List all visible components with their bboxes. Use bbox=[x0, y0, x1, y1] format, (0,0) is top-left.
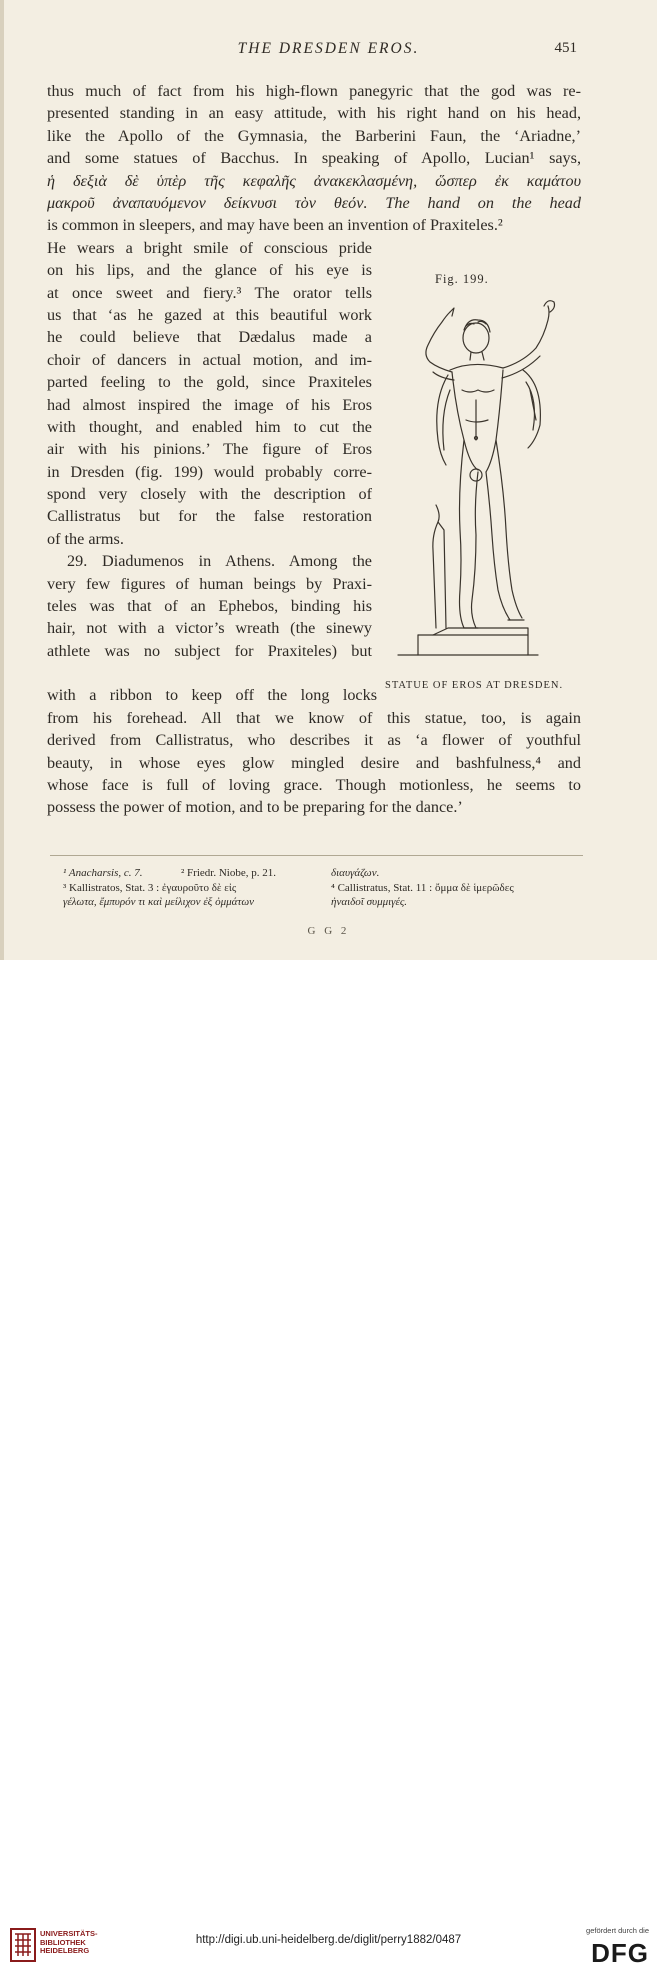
book-page bbox=[0, 0, 657, 960]
body-line: at once sweet and fiery.³ The orator tells bbox=[47, 283, 372, 302]
body-line: hair, not with a victor’s wreath (the sinewy bbox=[47, 619, 372, 638]
running-title: THE DRESDEN EROS. bbox=[237, 40, 420, 57]
signature-mark: G G 2 bbox=[307, 925, 350, 937]
body-line: parted feeling to the gold, since Praxiteles bbox=[47, 373, 372, 392]
footnote-row bbox=[63, 895, 588, 910]
body-line: possess the power of motion, and to be preparing for the dance.’ bbox=[47, 798, 463, 817]
body-line: air with his pinions.’ The figure of Eros bbox=[47, 440, 372, 459]
footnote-1: ¹ Anacharsis, c. 7. bbox=[63, 867, 143, 879]
institution-line: HEIDELBERG bbox=[40, 1946, 90, 1955]
digital-library-footer bbox=[0, 960, 657, 1968]
body-text-bottom bbox=[47, 707, 581, 819]
page-edge bbox=[0, 0, 4, 960]
body-line: like the Apollo of the Gymnasia, the Barberini Faun, the ‘Ariadne,’ bbox=[47, 126, 581, 145]
institution-line: BIBLIOTHEK bbox=[40, 1937, 86, 1947]
body-text-narrow bbox=[47, 237, 372, 662]
body-line: of the arms. bbox=[47, 529, 124, 548]
funding-note: gefördert durch die bbox=[586, 1926, 649, 1935]
body-line: us that ‘as he gazed at this beautiful work bbox=[47, 305, 372, 324]
body-line: derived from Callistratus, who describes it as ‘a flower of youthful bbox=[47, 731, 581, 750]
footnote-4: ⁴ Callistratus, Stat. 11 : ὄμμα δὲ ἱμερῶδες bbox=[331, 881, 514, 894]
body-text-top bbox=[47, 80, 581, 237]
body-line: is common in sleepers, and may have been an invention of Praxiteles.² bbox=[47, 216, 503, 235]
footnote-row bbox=[63, 881, 588, 896]
institution-line: UNIVERSITÄTS- bbox=[40, 1929, 98, 1938]
footnote-greek: διαυγάζων. bbox=[331, 867, 380, 879]
body-line: beauty, in whose eyes glow mingled desire and bashfulness,⁴ and bbox=[47, 753, 581, 772]
body-line: presented standing in an easy attitude, with his right hand on his head, bbox=[47, 104, 581, 123]
greek-quote-line: μακροῦ ἀναπαυόμενον δείκνυσι τὸν θεόν. The hand on the head bbox=[47, 193, 581, 212]
footnote-2: ² Friedr. Niobe, p. 21. bbox=[181, 867, 276, 879]
footnotes bbox=[63, 866, 588, 910]
running-head bbox=[0, 40, 657, 62]
footnote-3: ³ Kallistratos, Stat. 3 : ἐγαυροῦτο δὲ εἰς bbox=[63, 881, 237, 894]
body-line: He wears a bright smile of conscious pride bbox=[47, 238, 372, 257]
eros-statue-illustration bbox=[378, 290, 588, 670]
body-line: teles was that of an Ephebos, binding his bbox=[47, 597, 372, 616]
figure-label: Fig. 199. bbox=[435, 272, 489, 286]
body-line: with thought, and enabled him to cut the bbox=[47, 417, 372, 436]
dfg-logo: DFG bbox=[591, 1938, 649, 1968]
footnote-greek: γέλωτα, ἔμπυρόν τι καὶ μείλιχον ἐξ ὀμμάτων bbox=[63, 896, 255, 908]
greek-quote-line: ἡ δεξιὰ δὲ ὑπὲρ τῆς κεφαλῆς ἀνακεκλασμένη, ὥσπερ ἐκ καμάτου bbox=[47, 171, 581, 190]
body-line: from his forehead. All that we know of this statue, too, is again bbox=[47, 708, 581, 727]
body-line: choir of dancers in actual motion, and im- bbox=[47, 350, 372, 369]
body-line: spond very closely with the description of bbox=[47, 485, 372, 504]
section-heading-line: 29. Diadumenos in Athens. Among the bbox=[67, 552, 372, 571]
footnote-row bbox=[63, 866, 588, 881]
body-line: very few figures of human beings by Praxi- bbox=[47, 574, 372, 593]
body-line: with a ribbon to keep off the long locks bbox=[47, 686, 377, 705]
body-line: and some statues of Bacchus. In speaking of Apollo, Lucian¹ says, bbox=[47, 149, 581, 168]
body-line: in Dresden (fig. 199) would probably corre- bbox=[47, 462, 372, 481]
footnote-rule bbox=[50, 855, 583, 856]
body-line: athlete was no subject for Praxiteles) but bbox=[47, 641, 372, 660]
page-number: 451 bbox=[554, 40, 577, 56]
body-line: on his lips, and the glance of his eye is bbox=[47, 261, 372, 280]
footnote-greek: ἠναιδοῖ συμμιγές. bbox=[331, 896, 408, 908]
body-text-after-figure bbox=[47, 684, 377, 706]
body-line: whose face is full of loving grace. Though motionless, he seems to bbox=[47, 775, 581, 794]
body-line: he could believe that Dædalus made a bbox=[47, 328, 372, 347]
figure-caption: STATUE OF EROS AT DRESDEN. bbox=[385, 680, 564, 691]
body-line: had almost inspired the image of his Eros bbox=[47, 395, 372, 414]
body-line: thus much of fact from his high-flown panegyric that the god was re- bbox=[47, 82, 581, 100]
permalink-url[interactable]: http://digi.ub.uni-heidelberg.de/diglit/perry1882/0487 bbox=[195, 1934, 462, 1946]
body-line: Callistratus but for the false restoration bbox=[47, 507, 372, 526]
